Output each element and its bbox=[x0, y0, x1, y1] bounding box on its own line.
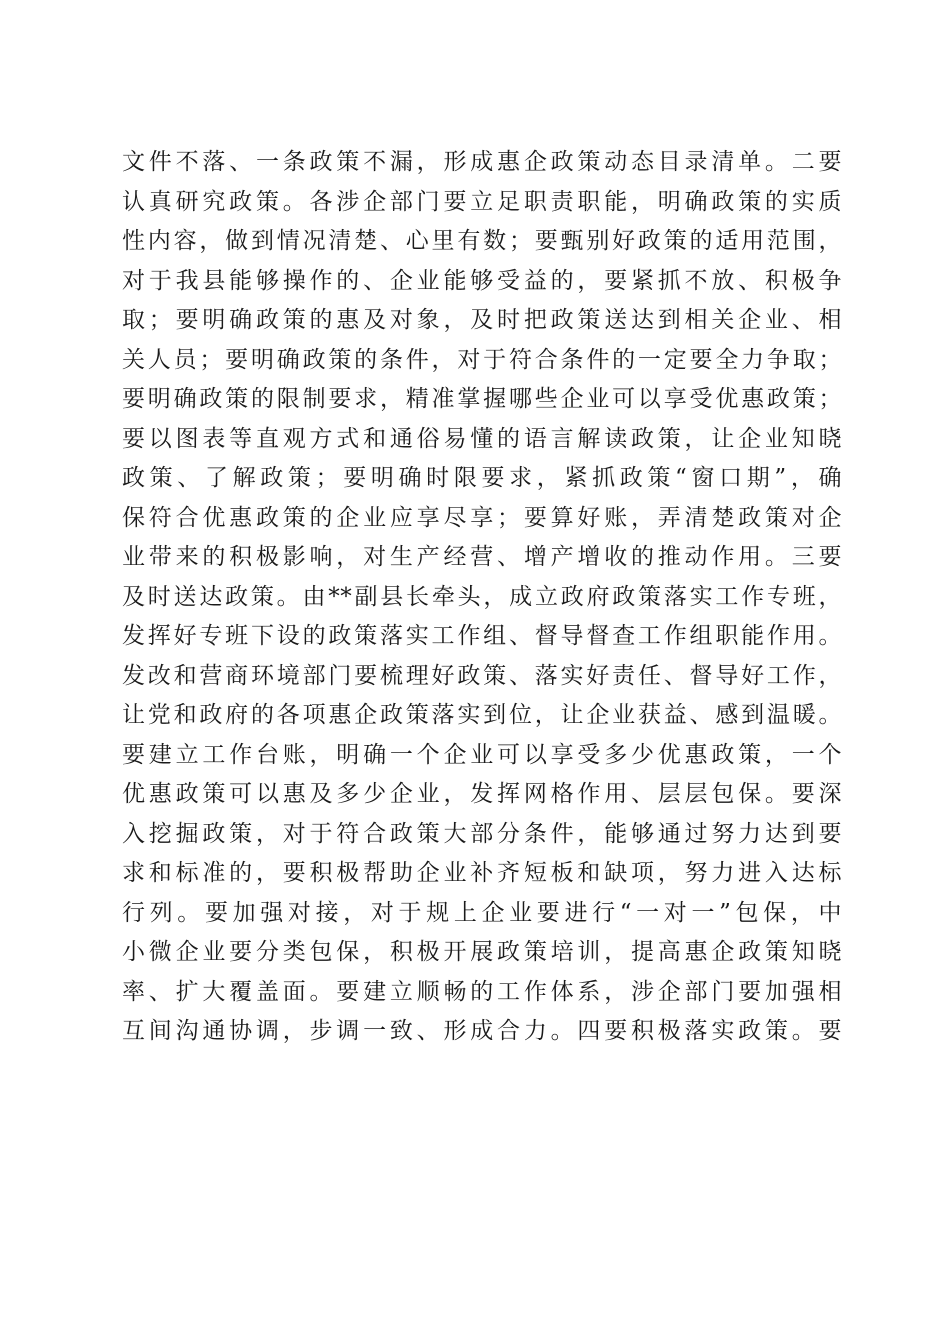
text-line: 政策、了解政策；要明确时限要求，紧抓政策“窗口期”，确 bbox=[122, 465, 842, 491]
text-line: 业带来的积极影响，对生产经营、增产增收的推动作用。三要 bbox=[122, 544, 842, 570]
text-line: 取；要明确政策的惠及对象，及时把政策送达到相关企业、相 bbox=[122, 307, 842, 333]
text-line: 小微企业要分类包保，积极开展政策培训，提高惠企政策知晓 bbox=[122, 939, 842, 965]
text-line: 互间沟通协调，步调一致、形成合力。四要积极落实政策。要 bbox=[122, 1018, 842, 1044]
text-line: 优惠政策可以惠及多少企业，发挥网格作用、层层包保。要深 bbox=[122, 781, 842, 807]
body-text bbox=[122, 143, 842, 1052]
text-line: 入挖掘政策，对于符合政策大部分条件，能够通过努力达到要 bbox=[122, 820, 842, 847]
text-line: 发改和营商环境部门要梳理好政策、落实好责任、督导好工作， bbox=[122, 662, 842, 689]
text-line: 性内容，做到情况清楚、心里有数；要甄别好政策的适用范围， bbox=[122, 228, 842, 254]
text-line: 让党和政府的各项惠企政策落实到位，让企业获益、感到温暖。 bbox=[122, 702, 842, 728]
text-line: 要以图表等直观方式和通俗易懂的语言解读政策，让企业知晓 bbox=[122, 425, 842, 452]
text-line: 认真研究政策。各涉企部门要立足职责职能，明确政策的实质 bbox=[122, 188, 842, 215]
text-line: 率、扩大覆盖面。要建立顺畅的工作体系，涉企部门要加强相 bbox=[122, 978, 842, 1005]
text-line: 关人员；要明确政策的条件，对于符合条件的一定要全力争取； bbox=[122, 346, 842, 373]
text-line: 发挥好专班下设的政策落实工作组、督导督查工作组职能作用。 bbox=[122, 623, 842, 649]
text-line: 求和标准的，要积极帮助企业补齐短板和缺项，努力进入达标 bbox=[122, 860, 842, 886]
text-line: 要明确政策的限制要求，精准掌握哪些企业可以享受优惠政策； bbox=[122, 386, 842, 412]
text-line: 要建立工作台账，明确一个企业可以享受多少优惠政策，一个 bbox=[122, 741, 842, 768]
text-line: 保符合优惠政策的企业应享尽享；要算好账，弄清楚政策对企 bbox=[122, 504, 842, 531]
text-line: 对于我县能够操作的、企业能够受益的，要紧抓不放、积极争 bbox=[122, 267, 842, 294]
text-line: 文件不落、一条政策不漏，形成惠企政策动态目录清单。二要 bbox=[122, 149, 842, 175]
text-line: 行列。要加强对接，对于规上企业要进行“一对一”包保，中 bbox=[122, 899, 842, 926]
text-line: 及时送达政策。由**副县长牵头，成立政府政策落实工作专班， bbox=[122, 583, 842, 610]
